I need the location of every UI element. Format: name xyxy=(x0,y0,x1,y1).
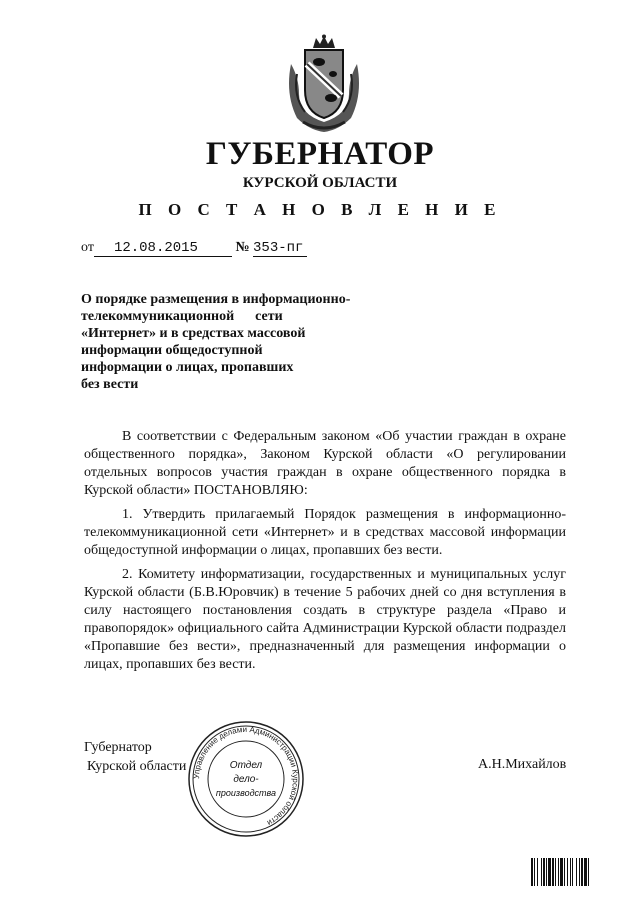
document-type: П О С Т А Н О В Л Е Н И Е xyxy=(138,200,502,219)
stamp-center-line: производства xyxy=(215,788,277,798)
heading-line: О порядке размещения в информационно- xyxy=(81,292,351,307)
heading-line: «Интернет» и в средствах массовой xyxy=(81,326,306,341)
body-paragraph: 2. Комитету информатизации, государственных и муниципальных услуг Курской области (Б.В.Юровчик) в течение 5 рабочих дней со дня вступления в силу настоящего постановления создать в структуре раздела «Право и правопорядок» официального сайта Администрации Курской области подраздел «Пропавшие без вести», предназначенный для размещения информации о лицах, пропавших без вести. xyxy=(84,567,566,672)
stamp-ring-text: Управление делами Администрации Курской области xyxy=(191,724,301,828)
signatory-position xyxy=(84,738,186,776)
stamp-center-line: Отдел xyxy=(229,760,263,771)
official-stamp xyxy=(187,720,305,838)
number-prefix: № xyxy=(235,240,250,255)
document-heading xyxy=(81,291,411,393)
date-number-line xyxy=(81,240,307,257)
heading-line: информации о лицах, пропавших xyxy=(81,360,294,375)
heading-line: телекоммуникационной сети xyxy=(81,309,283,324)
document-date: 12.08.2015 xyxy=(94,240,232,257)
barcode xyxy=(530,858,622,886)
position-line: Курской области xyxy=(87,759,187,774)
body-paragraph: В соответствии с Федеральным законом «Об участии граждан в охране общественного порядка», Законом Курской области «О регулировании отдельных вопросов участия граждан в охране общественного порядка в Курской области» ПОСТАНОВЛЯЮ: xyxy=(84,429,566,498)
document-subtitle: КУРСКОЙ ОБЛАСТИ xyxy=(242,175,398,191)
coat-of-arms-emblem xyxy=(283,34,365,134)
heading-line: без вести xyxy=(81,377,139,392)
heading-line: информации общедоступной xyxy=(81,343,263,358)
signatory-name: А.Н.Михайлов xyxy=(478,757,567,772)
document-number: 353-пг xyxy=(253,240,307,257)
document-title: ГУБЕРНАТОР xyxy=(205,136,435,172)
date-prefix: от xyxy=(81,240,94,255)
document-body xyxy=(84,428,566,680)
position-line: Губернатор xyxy=(84,740,152,755)
body-paragraph: 1. Утвердить прилагаемый Порядок размещения в информационно-телекоммуникационной сети «Интернет» и в средствах массовой информации общедоступной информации о лицах, пропавших без вести. xyxy=(84,507,566,558)
stamp-center-line: дело- xyxy=(233,774,259,785)
